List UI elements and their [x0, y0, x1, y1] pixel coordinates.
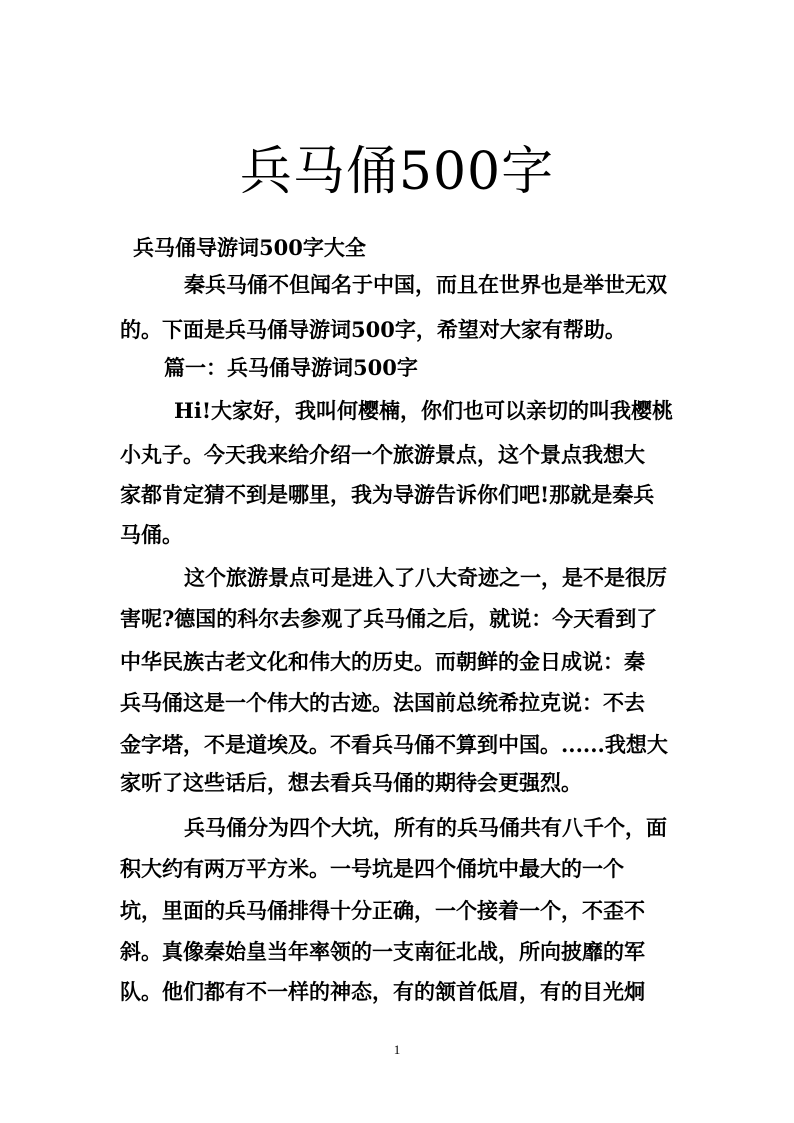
page-number: 1: [393, 1042, 401, 1057]
body-line: 兵马俑这是一个伟大的古迹。法国前总统希拉克说：不去: [120, 690, 645, 715]
document-subtitle: 兵马俑导游词500字大全: [133, 235, 366, 260]
body-line: 斜。真像秦始皇当年率领的一支南征北战，所向披靡的军: [120, 939, 645, 964]
body-line: 这个旅游景点可是进入了八大奇迹之一，是不是很厉: [184, 565, 667, 590]
body-line: 害呢?德国的科尔去参观了兵马俑之后，就说：今天看到了: [120, 606, 658, 631]
body-line: 的。下面是兵马俑导游词500字，希望对大家有帮助。: [120, 317, 626, 342]
section-heading: 篇一：兵马俑导游词500字: [164, 355, 418, 380]
body-line: Hi!大家好，我叫何樱楠，你们也可以亲切的叫我樱桃: [174, 398, 674, 423]
document-title: 兵马俑500字: [239, 142, 555, 202]
body-line: 中华民族古老文化和伟大的历史。而朝鲜的金日成说：秦: [120, 649, 645, 674]
body-line: 坑，里面的兵马俑排得十分正确，一个接着一个，不歪不: [120, 898, 645, 923]
body-line: 兵马俑分为四个大坑，所有的兵马俑共有八千个，面: [184, 815, 667, 840]
body-line: 马俑。: [120, 522, 183, 547]
body-line: 小丸子。今天我来给介绍一个旅游景点，这个景点我想大: [120, 442, 645, 467]
body-line: 家都肯定猜不到是哪里，我为导游告诉你们吧!那就是秦兵: [120, 482, 655, 507]
body-line: 家听了这些话后，想去看兵马俑的期待会更强烈。: [120, 770, 582, 795]
body-line: 队。他们都有不一样的神态，有的颔首低眉，有的目光炯: [120, 979, 645, 1004]
body-line: 秦兵马俑不但闻名于中国，而且在世界也是举世无双: [184, 272, 667, 297]
body-line: 金字塔，不是道埃及。不看兵马俑不算到中国。......我想大: [120, 732, 668, 757]
body-line: 积大约有两万平方米。一号坑是四个俑坑中最大的一个: [120, 856, 624, 881]
